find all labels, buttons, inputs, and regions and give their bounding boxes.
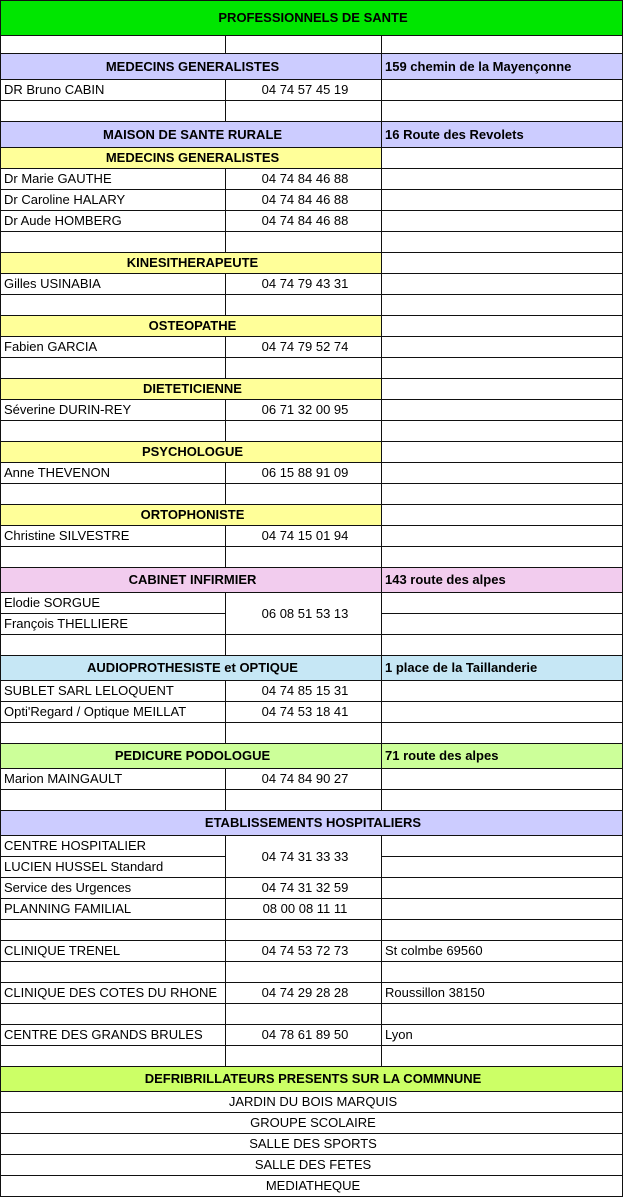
contact-name: CENTRE DES GRANDS BRULES	[1, 1025, 226, 1046]
contact-name: DR Bruno CABIN	[1, 80, 226, 101]
defibrillator-location: JARDIN DU BOIS MARQUIS	[1, 1092, 623, 1113]
contact-name: SUBLET SARL LELOQUENT	[1, 681, 226, 702]
blank-cell	[226, 790, 382, 811]
blank-cell	[226, 358, 382, 379]
address-audio-optique: 1 place de la Taillanderie	[382, 656, 623, 681]
blank-cell	[382, 1046, 623, 1067]
contact-name: LUCIEN HUSSEL Standard	[1, 857, 226, 878]
blank-cell	[382, 505, 623, 526]
blank-cell	[382, 80, 623, 101]
blank-cell	[1, 36, 226, 54]
blank-cell	[226, 1046, 382, 1067]
defibrillator-location: GROUPE SCOLAIRE	[1, 1113, 623, 1134]
contact-phone[interactable]: 04 74 84 46 88	[226, 169, 382, 190]
blank-cell	[382, 253, 623, 274]
blank-cell	[1, 295, 226, 316]
contact-name: CLINIQUE TRENEL	[1, 941, 226, 962]
section-header-audio-optique: AUDIOPROTHESISTE et OPTIQUE	[1, 656, 382, 681]
section-header-hospitaliers: ETABLISSEMENTS HOSPITALIERS	[1, 811, 623, 836]
blank-cell	[382, 274, 623, 295]
contact-name: Service des Urgences	[1, 878, 226, 899]
blank-cell	[382, 463, 623, 484]
contact-name: Opti'Regard / Optique MEILLAT	[1, 702, 226, 723]
contact-phone[interactable]: 04 74 84 46 88	[226, 211, 382, 232]
defibrillator-location: MEDIATHEQUE	[1, 1176, 623, 1197]
blank-cell	[382, 681, 623, 702]
sheet-title: PROFESSIONNELS DE SANTE	[1, 1, 623, 36]
blank-cell	[1, 358, 226, 379]
contact-name: CLINIQUE DES COTES DU RHONE	[1, 983, 226, 1004]
contact-name: Gilles USINABIA	[1, 274, 226, 295]
blank-cell	[1, 547, 226, 568]
blank-cell	[226, 421, 382, 442]
defibrillator-location: SALLE DES FETES	[1, 1155, 623, 1176]
contact-city: St colmbe 69560	[382, 941, 623, 962]
subheader-osteo: OSTEOPATHE	[1, 316, 382, 337]
contact-name: François THELLIERE	[1, 614, 226, 635]
blank-cell	[382, 790, 623, 811]
contact-phone[interactable]: 04 74 79 43 31	[226, 274, 382, 295]
blank-cell	[382, 526, 623, 547]
contact-name: Christine SILVESTRE	[1, 526, 226, 547]
contact-name: PLANNING FAMILIAL	[1, 899, 226, 920]
subheader-generalistes: MEDECINS GENERALISTES	[1, 148, 382, 169]
contact-phone[interactable]: 04 78 61 89 50	[226, 1025, 382, 1046]
subheader-orthophoniste: ORTOPHONISTE	[1, 505, 382, 526]
blank-cell	[382, 232, 623, 253]
blank-cell	[226, 1004, 382, 1025]
contact-name: Fabien GARCIA	[1, 337, 226, 358]
contact-name: Dr Aude HOMBERG	[1, 211, 226, 232]
blank-cell	[382, 769, 623, 790]
contact-phone[interactable]: 06 71 32 00 95	[226, 400, 382, 421]
contact-name: Séverine DURIN-REY	[1, 400, 226, 421]
address-medecins: 159 chemin de la Mayençonne	[382, 54, 623, 80]
blank-cell	[382, 878, 623, 899]
blank-cell	[1, 484, 226, 505]
blank-cell	[382, 702, 623, 723]
contact-phone[interactable]: 04 74 84 90 27	[226, 769, 382, 790]
blank-cell	[226, 295, 382, 316]
contact-phone[interactable]: 04 74 57 45 19	[226, 80, 382, 101]
blank-cell	[382, 358, 623, 379]
blank-cell	[382, 190, 623, 211]
blank-cell	[382, 421, 623, 442]
blank-cell	[382, 101, 623, 122]
blank-cell	[382, 337, 623, 358]
contact-phone[interactable]: 06 08 51 53 13	[226, 593, 382, 635]
subheader-dieteticienne: DIETETICIENNE	[1, 379, 382, 400]
blank-cell	[1, 1046, 226, 1067]
contact-name: Marion MAINGAULT	[1, 769, 226, 790]
contact-phone[interactable]: 04 74 85 15 31	[226, 681, 382, 702]
contact-name: Elodie SORGUE	[1, 593, 226, 614]
contact-phone[interactable]: 06 15 88 91 09	[226, 463, 382, 484]
section-header-infirmier: CABINET INFIRMIER	[1, 568, 382, 593]
blank-cell	[382, 148, 623, 169]
contact-phone[interactable]: 04 74 31 33 33	[226, 836, 382, 878]
contact-name: Dr Caroline HALARY	[1, 190, 226, 211]
blank-cell	[226, 962, 382, 983]
address-pedicure: 71 route des alpes	[382, 744, 623, 769]
blank-cell	[1, 101, 226, 122]
blank-cell	[226, 36, 382, 54]
subheader-psychologue: PSYCHOLOGUE	[1, 442, 382, 463]
blank-cell	[1, 723, 226, 744]
blank-cell	[226, 723, 382, 744]
blank-cell	[226, 101, 382, 122]
blank-cell	[382, 379, 623, 400]
blank-cell	[1, 790, 226, 811]
blank-cell	[1, 962, 226, 983]
section-header-maison-sante: MAISON DE SANTE RURALE	[1, 122, 382, 148]
blank-cell	[382, 442, 623, 463]
blank-cell	[1, 920, 226, 941]
blank-cell	[382, 962, 623, 983]
contact-phone[interactable]: 04 74 53 18 41	[226, 702, 382, 723]
blank-cell	[382, 899, 623, 920]
contact-phone[interactable]: 04 74 79 52 74	[226, 337, 382, 358]
blank-cell	[1, 232, 226, 253]
contact-phone[interactable]: 04 74 29 28 28	[226, 983, 382, 1004]
blank-cell	[226, 484, 382, 505]
blank-cell	[382, 36, 623, 54]
blank-cell	[382, 169, 623, 190]
blank-cell	[382, 211, 623, 232]
defibrillator-location: SALLE DES SPORTS	[1, 1134, 623, 1155]
blank-cell	[226, 920, 382, 941]
contact-name: Anne THEVENON	[1, 463, 226, 484]
blank-cell	[382, 836, 623, 857]
blank-cell	[382, 635, 623, 656]
contact-city: Roussillon 38150	[382, 983, 623, 1004]
blank-cell	[382, 857, 623, 878]
address-maison-sante: 16 Route des Revolets	[382, 122, 623, 148]
blank-cell	[382, 593, 623, 614]
contact-name: Dr Marie GAUTHE	[1, 169, 226, 190]
address-infirmier: 143 route des alpes	[382, 568, 623, 593]
blank-cell	[226, 635, 382, 656]
contact-phone[interactable]: 04 74 53 72 73	[226, 941, 382, 962]
contact-phone[interactable]: 04 74 31 32 59	[226, 878, 382, 899]
blank-cell	[1, 421, 226, 442]
contact-phone[interactable]: 04 74 15 01 94	[226, 526, 382, 547]
blank-cell	[382, 295, 623, 316]
blank-cell	[382, 547, 623, 568]
blank-cell	[382, 1004, 623, 1025]
blank-cell	[382, 484, 623, 505]
section-header-medecins: MEDECINS GENERALISTES	[1, 54, 382, 80]
blank-cell	[1, 635, 226, 656]
blank-cell	[382, 920, 623, 941]
blank-cell	[382, 400, 623, 421]
section-header-defibrillateurs: DEFRIBRILLATEURS PRESENTS SUR LA COMMNUNE	[1, 1067, 623, 1092]
contact-phone[interactable]: 04 74 84 46 88	[226, 190, 382, 211]
contact-name: CENTRE HOSPITALIER	[1, 836, 226, 857]
blank-cell	[382, 614, 623, 635]
blank-cell	[226, 232, 382, 253]
blank-cell	[226, 547, 382, 568]
blank-cell	[382, 723, 623, 744]
section-header-pedicure: PEDICURE PODOLOGUE	[1, 744, 382, 769]
blank-cell	[1, 1004, 226, 1025]
subheader-kine: KINESITHERAPEUTE	[1, 253, 382, 274]
contact-city: Lyon	[382, 1025, 623, 1046]
contact-phone[interactable]: 08 00 08 11 11	[226, 899, 382, 920]
blank-cell	[382, 316, 623, 337]
